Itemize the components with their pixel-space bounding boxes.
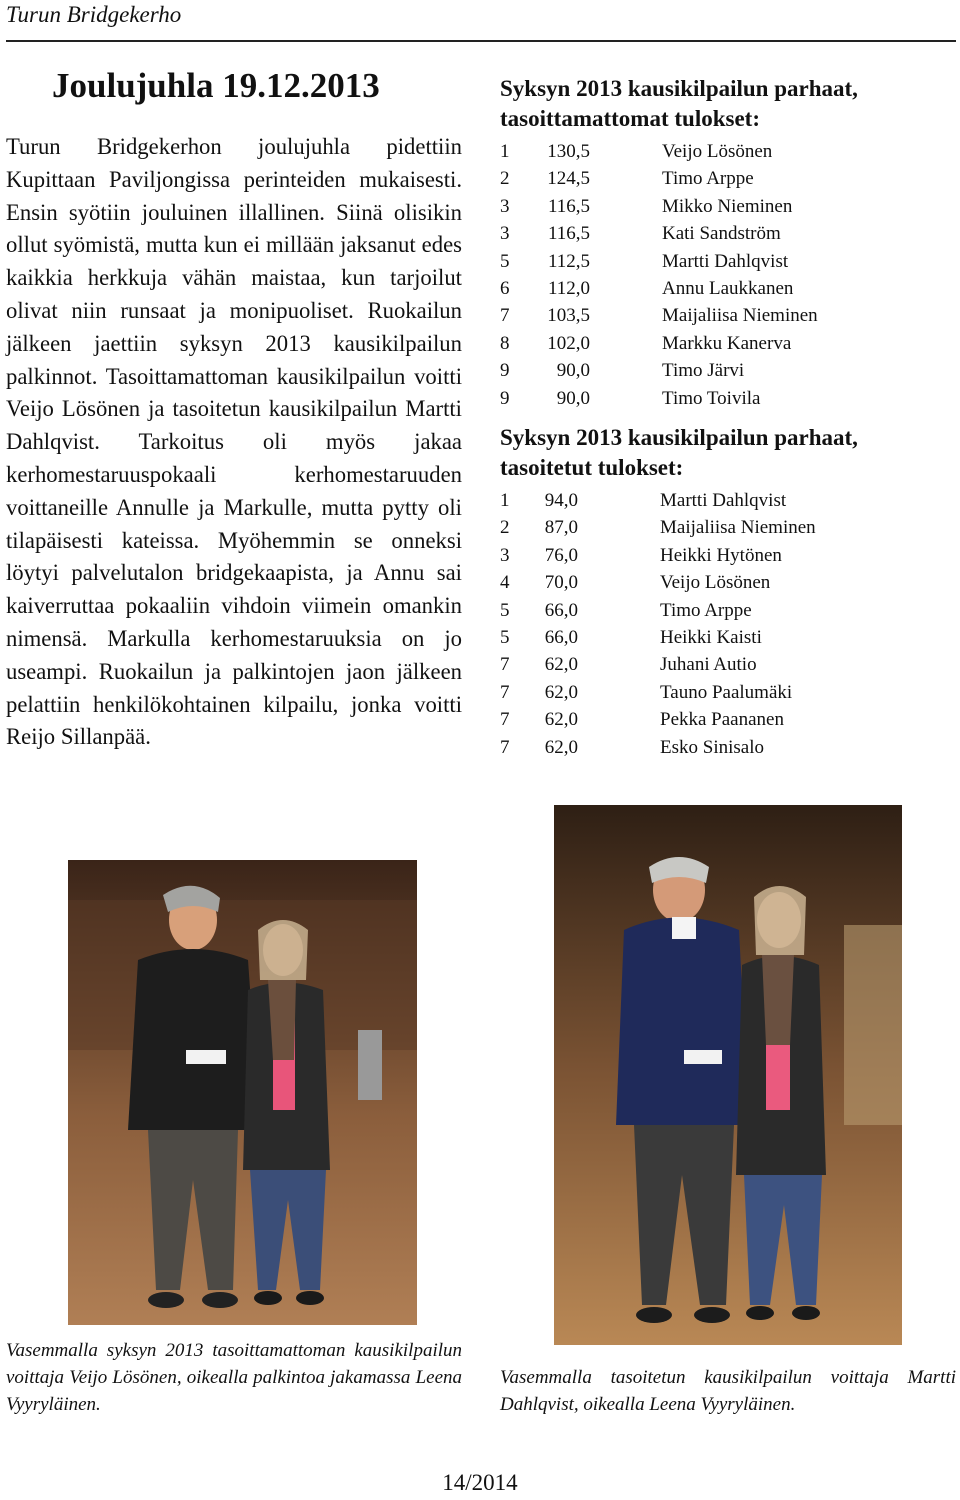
result-rank: 9 bbox=[500, 360, 510, 382]
result-name: Martti Dahlqvist bbox=[660, 490, 787, 511]
result-name: Timo Arppe bbox=[662, 168, 754, 190]
result-rank: 5 bbox=[500, 599, 510, 621]
result-score: 102,0 bbox=[547, 332, 590, 354]
result-score: 112,5 bbox=[547, 250, 590, 272]
award-photo-left bbox=[68, 860, 417, 1325]
result-rank: 5 bbox=[500, 626, 510, 648]
untied-results-title: Syksyn 2013 kausikilpailun parhaat, tasoittamattomat tulokset: bbox=[500, 76, 858, 131]
result-rank: 7 bbox=[500, 681, 510, 703]
result-rank: 9 bbox=[500, 387, 510, 409]
result-score: 66,0 bbox=[544, 599, 578, 621]
result-name: Annu Laukkanen bbox=[662, 277, 794, 299]
article-title: Joulujuhla 19.12.2013 bbox=[52, 66, 380, 105]
result-score: 87,0 bbox=[544, 517, 578, 539]
result-score: 124,5 bbox=[547, 168, 590, 190]
result-score: 90,0 bbox=[556, 360, 590, 382]
handicap-results-title: Syksyn 2013 kausikilpailun parhaat, tasoitetut tulokset: bbox=[500, 425, 858, 480]
result-name: Maijaliisa Nieminen bbox=[660, 517, 816, 539]
result-score: 66,0 bbox=[544, 626, 578, 648]
result-name: Esko Sinisalo bbox=[660, 736, 764, 758]
result-score: 116,5 bbox=[547, 195, 590, 217]
result-score: 90,0 bbox=[556, 387, 590, 409]
result-score: 62,0 bbox=[544, 709, 578, 731]
result-score: 62,0 bbox=[544, 681, 578, 703]
result-score: 70,0 bbox=[544, 572, 578, 594]
result-name: Veijo Lösönen bbox=[662, 141, 773, 162]
result-rank: 1 bbox=[500, 141, 510, 162]
result-rank: 7 bbox=[500, 305, 510, 327]
header-rule bbox=[6, 40, 956, 42]
photo-caption-right: Vasemmalla tasoitetun kausikilpailun voittaja Martti Dahlqvist, oikealla Leena Vyyryläinen. bbox=[500, 1367, 956, 1415]
result-rank: 8 bbox=[500, 332, 510, 354]
result-name: Timo Arppe bbox=[660, 599, 752, 621]
result-rank: 2 bbox=[500, 168, 510, 190]
result-rank: 3 bbox=[500, 223, 510, 245]
result-rank: 7 bbox=[500, 736, 510, 758]
result-score: 62,0 bbox=[544, 654, 578, 676]
result-name: Pekka Paananen bbox=[660, 709, 784, 731]
result-score: 76,0 bbox=[544, 544, 578, 566]
result-rank: 6 bbox=[500, 277, 510, 299]
result-name: Tauno Paalumäki bbox=[660, 681, 793, 703]
result-score: 130,5 bbox=[547, 141, 590, 162]
award-photo-right-image bbox=[554, 805, 902, 1345]
running-header: Turun Bridgekerho bbox=[6, 2, 182, 27]
article-body: Turun Bridgekerhon joulujuhla pidettiin Kupittaan Paviljongissa perinteiden mukaisesti. Ensin syötiin jouluinen illallinen. Siinä olisikin ollut syömistä, mutta kun ei millään jaksanut edes kaikkia herkkuja vähän maistaa, kun tarjoilut olivat niin runsaat ja monipuoliset. Ruokailun jälkeen jaettiin syksyn 2013 kausikilpailun palkinnot. Tasoittamattoman kausikilpailun voitti Veijo Lösönen ja tasoitetun kausikilpailun Martti Dahlqvist. Tarkoitus oli myös jakaa kerhomestaruuspokaali kerhomestaruuden voittaneille Annulle ja Markulle, mutta pytty oli tilapäisesti kateissa. Myöhemmin se onneksi löytyi palvelutalon bridgekaapista, ja Annu sai kaiverruttaa pokaaliin vihdoin viimein omankin nimensä. Markulla kerhomestaruuksia on jo useampi. Ruokailun ja palkintojen jaon jälkeen pelattiin henkilökohtainen kilpailu, jonka voitti Reijo Sillanpää. bbox=[6, 134, 462, 750]
result-name: Maijaliisa Nieminen bbox=[662, 305, 818, 327]
result-name: Timo Järvi bbox=[662, 360, 745, 382]
result-rank: 3 bbox=[500, 544, 510, 566]
result-score: 94,0 bbox=[544, 490, 578, 511]
result-rank: 3 bbox=[500, 195, 510, 217]
result-rank: 7 bbox=[500, 709, 510, 731]
result-name: Timo Toivila bbox=[662, 387, 761, 409]
result-score: 103,5 bbox=[547, 305, 590, 327]
award-photo-right bbox=[554, 805, 902, 1345]
result-name: Juhani Autio bbox=[660, 654, 757, 676]
result-name: Mikko Nieminen bbox=[662, 195, 793, 217]
award-photo-left-image bbox=[68, 860, 417, 1325]
result-name: Kati Sandström bbox=[662, 223, 781, 245]
result-rank: 5 bbox=[500, 250, 510, 272]
result-rank: 2 bbox=[500, 517, 510, 539]
result-name: Heikki Hytönen bbox=[660, 544, 782, 566]
result-name: Veijo Lösönen bbox=[660, 572, 771, 594]
page-number: 14/2014 bbox=[442, 1470, 518, 1495]
result-name: Markku Kanerva bbox=[662, 332, 792, 354]
result-rank: 1 bbox=[500, 490, 510, 511]
photo-caption-left: Vasemmalla syksyn 2013 tasoittamattoman kausikilpailun voittaja Veijo Lösönen, oikealla palkintoa jakamassa Leena Vyyryläinen. bbox=[6, 1340, 462, 1415]
result-score: 62,0 bbox=[544, 736, 578, 758]
result-score: 112,0 bbox=[547, 277, 590, 299]
result-name: Martti Dahlqvist bbox=[662, 250, 789, 272]
result-name: Heikki Kaisti bbox=[660, 626, 762, 648]
result-score: 116,5 bbox=[547, 223, 590, 245]
result-rank: 4 bbox=[500, 572, 510, 594]
result-rank: 7 bbox=[500, 654, 510, 676]
